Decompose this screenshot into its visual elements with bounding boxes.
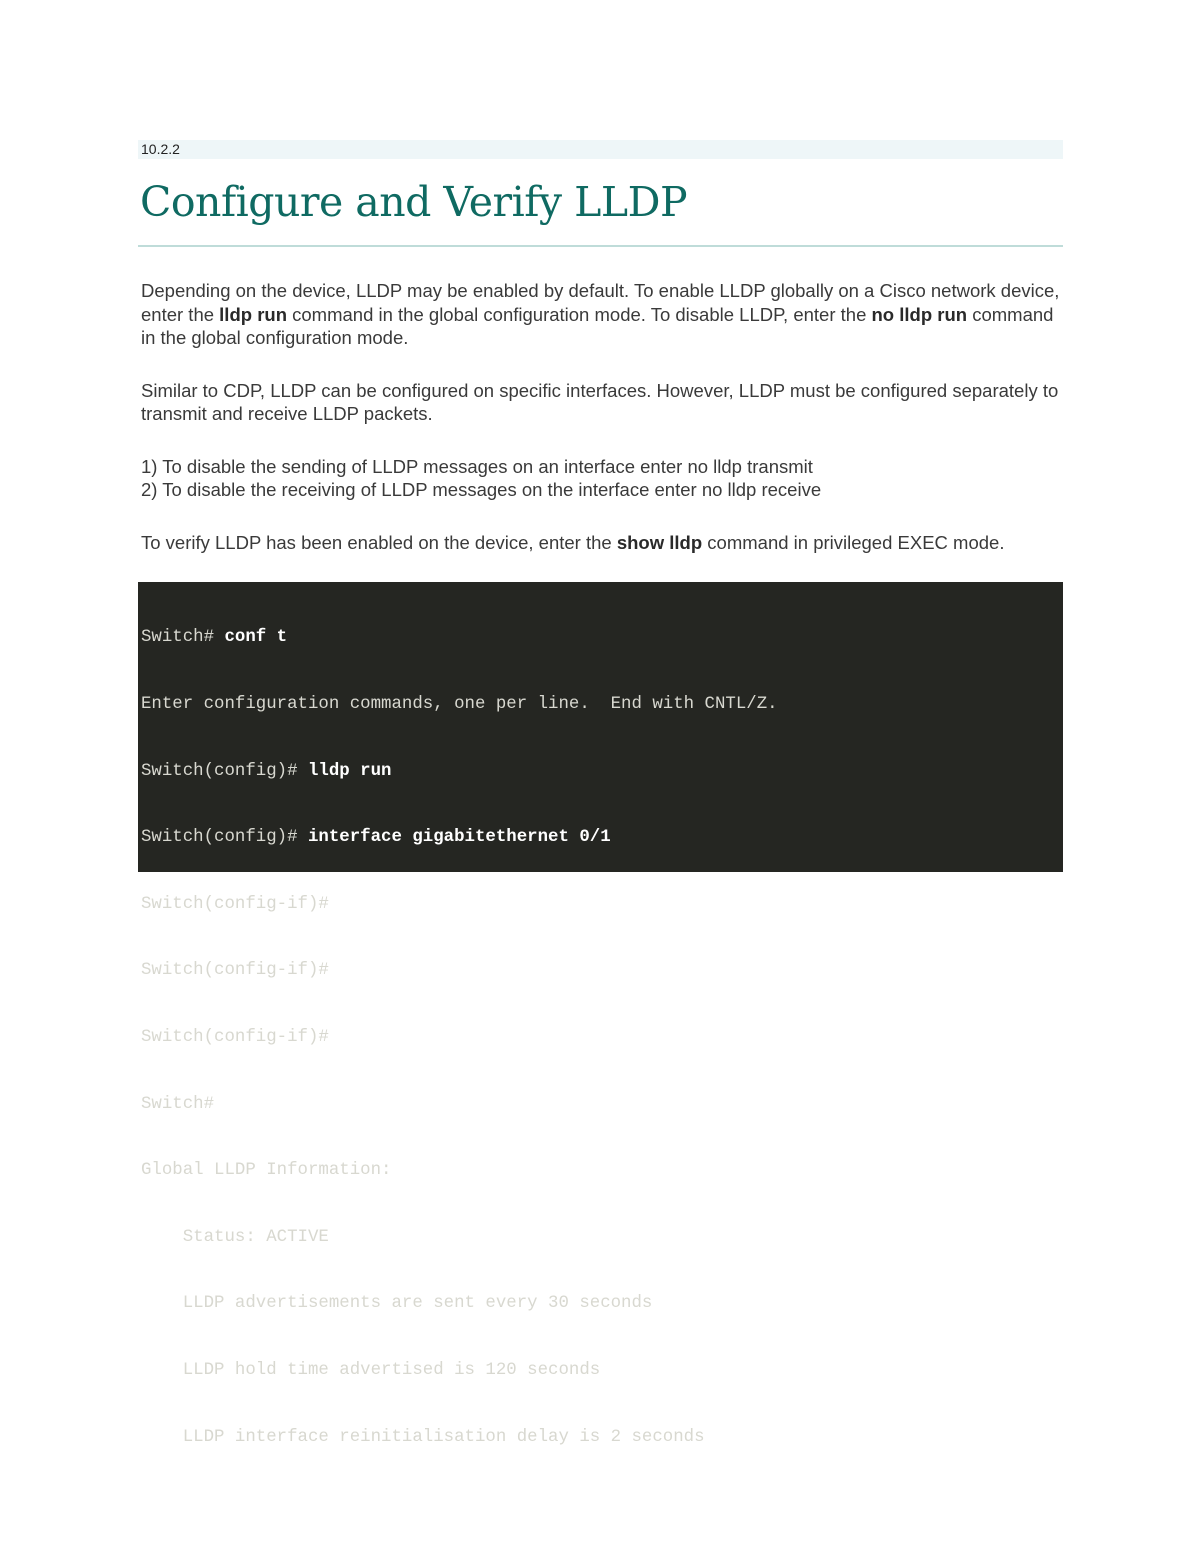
- paragraph-disable-list: [138, 455, 1063, 502]
- text: Depending on the device, LLDP may be enabled by default. To enable LLDP globally on a Cisco network device, enter the: [141, 280, 1060, 325]
- terminal-line: Switch(config-if)# end: [141, 1027, 371, 1047]
- terminal-line: Switch# show lldp: [141, 1094, 319, 1114]
- title-divider: [138, 245, 1063, 247]
- text: Similar to CDP, LLDP can be configured on specific interfaces. However, LLDP must be configured separately to transmit and receive LLDP packets.: [141, 379, 1059, 424]
- terminal-line: Status: ACTIVE: [141, 1227, 329, 1247]
- text: command in privileged EXEC mode.: [702, 531, 1005, 553]
- paragraph-verify: [138, 531, 1063, 555]
- list-item-receive: 2) To disable the receiving of LLDP messages on the interface enter no lldp receive: [141, 479, 822, 500]
- text: command in the global configuration mode.: [141, 303, 1054, 348]
- terminal-line: LLDP interface reinitialisation delay is 2 seconds: [141, 1427, 705, 1447]
- paragraph-enable-lldp: [138, 279, 1063, 350]
- terminal-line: LLDP hold time advertised is 120 seconds: [141, 1360, 601, 1380]
- command-lldp-run: lldp run: [219, 303, 287, 325]
- terminal-line: Switch(config)# lldp run: [141, 761, 392, 781]
- paragraph-interfaces: [138, 379, 1063, 426]
- document-page: [138, 140, 1063, 1447]
- section-number: 10.2.2: [138, 140, 1063, 159]
- terminal-line: Switch# conf t: [141, 628, 288, 648]
- page-title: Configure and Verify LLDP: [140, 178, 688, 226]
- command-show-lldp: show lldp: [616, 531, 703, 553]
- terminal-line: Switch(config-if)# lldp transmit: [141, 894, 475, 914]
- text: command in the global configuration mode. To disable LLDP, enter the: [287, 303, 872, 325]
- terminal-line: LLDP advertisements are sent every 30 seconds: [141, 1294, 653, 1314]
- list-item-transmit: 1) To disable the sending of LLDP messages on an interface enter no lldp transmit: [141, 455, 813, 477]
- terminal-line: Enter configuration commands, one per line. End with CNTL/Z.: [141, 695, 778, 714]
- terminal-output: [138, 582, 1063, 1447]
- terminal-line: Switch(config-if)# lldp receive: [141, 961, 465, 981]
- command-no-lldp-run: no lldp run: [871, 303, 968, 325]
- text: To verify LLDP has been enabled on the device, enter the: [141, 531, 617, 553]
- terminal-line: Global LLDP Information:: [141, 1161, 392, 1181]
- terminal-line: Switch(config)# interface gigabitethernet 0/1: [141, 828, 611, 848]
